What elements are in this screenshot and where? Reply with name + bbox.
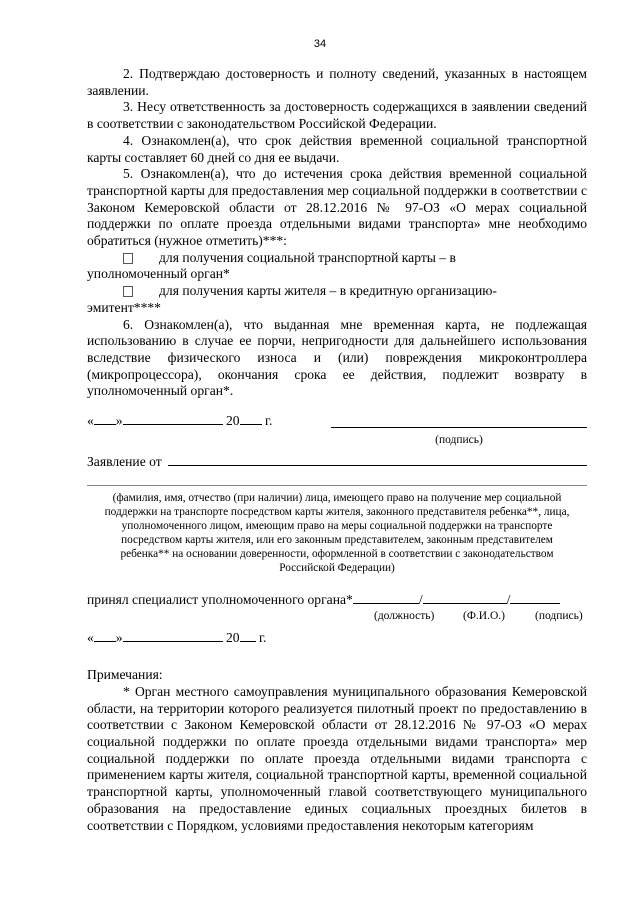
open-quote: « xyxy=(87,413,94,429)
name-blank[interactable] xyxy=(423,591,507,604)
option-social-card-text: для получения социальной транспортной карты – в xyxy=(159,249,456,265)
day-blank[interactable] xyxy=(94,629,116,642)
year-prefix: 20 xyxy=(226,630,240,646)
paragraph-5: 5. Ознакомлен(а), что до истечения срока действия временной социальной транспортной карты для предоставления мер социальной поддержки в соответствии с Законом Кемеровской области от 28.12.2016 № 97-ОЗ «О мерах социальной поддержки по оплате проезда отдельными видами транспорта» мне необходимо обратиться (нужное отметить)***: xyxy=(87,166,587,249)
page-number: 34 xyxy=(313,38,327,50)
application-from-blank[interactable] xyxy=(168,452,587,466)
accepted-row: принял специалист уполномоченного органа* / / xyxy=(87,591,587,609)
close-quote: » xyxy=(115,413,123,429)
open-quote: « xyxy=(87,630,94,646)
year-suffix: г. xyxy=(265,413,273,429)
month-blank[interactable] xyxy=(123,629,223,642)
checkbox-resident-card[interactable] xyxy=(123,286,133,297)
checkbox-social-card[interactable] xyxy=(123,253,133,264)
close-quote: » xyxy=(115,630,123,646)
day-blank[interactable] xyxy=(94,412,116,425)
option-resident-card-cont: эмитент**** xyxy=(87,299,161,315)
caption-position: (должность) xyxy=(374,610,435,623)
date-signature-row xyxy=(87,412,587,447)
signature-line[interactable] xyxy=(331,427,587,428)
document-body xyxy=(87,66,587,834)
accepted-signature-blank[interactable] xyxy=(510,591,560,604)
paragraph-3: 3. Несу ответственность за достоверность содержащихся в заявлении сведений в соответствии с законодательством Российской Федерации. xyxy=(87,99,587,132)
option-social-card[interactable] xyxy=(87,250,587,267)
year-suffix: г. xyxy=(259,630,267,646)
accepted-label: принял специалист уполномоченного органа* xyxy=(87,591,353,607)
caption-signature: (подпись) xyxy=(535,610,583,623)
year-prefix: 20 xyxy=(226,413,240,429)
date-field[interactable] xyxy=(87,412,272,430)
note-1: * Орган местного самоуправления муниципального образования Кемеровской области, на территории которого реализуется пилотный проект по предоставлению в соответствии с Законом Кемеровской области от 28.12.2016 № 97-ОЗ «О мерах социальной поддержки по оплате проезда отдельными видами транспорта» мер социальной поддержки по оплате проезда отдельными видами транспорта с применением карты жителя, социальной транспортной карты, временной социальной транспортной карты, уполномоченный главой соответствующего муниципального образования на предоставление единых социальных проездных билетов в соответствии с Порядком, условиями предоставления некоторым категориям xyxy=(87,683,587,833)
paragraph-2: 2. Подтверждаю достоверность и полноту сведений, указанных в настоящем заявлении. xyxy=(87,66,587,98)
application-from-row xyxy=(87,452,587,471)
accepted-captions xyxy=(87,608,587,621)
paragraph-6: 6. Ознакомлен(а), что выданная мне временная карта, не подлежащая использованию в случае ее порчи, непригодности для дальнейшего использования вследствие физического износа и (или) повреждения микроконтроллера (микропроцессора), окончания срока ее действия, подлежит возврату в уполномоченный орган*. xyxy=(87,316,587,399)
position-blank[interactable] xyxy=(353,591,419,604)
signature-caption: (подпись) xyxy=(435,434,483,447)
application-from-label: Заявление от xyxy=(87,454,162,470)
caption-name: (Ф.И.О.) xyxy=(463,610,505,623)
applicant-name-line[interactable] xyxy=(87,485,587,486)
paragraph-4: 4. Ознакомлен(а), что срок действия временной социальной транспортной карты составляет 60 дней со дня ее выдачи. xyxy=(87,132,587,165)
year-blank[interactable] xyxy=(240,629,256,642)
option-social-card-cont: уполномоченный орган* xyxy=(87,266,230,282)
acceptance-date[interactable] xyxy=(87,629,587,647)
year-blank[interactable] xyxy=(240,412,262,425)
month-blank[interactable] xyxy=(123,412,223,425)
option-resident-card-text: для получения карты жителя – в кредитную организацию- xyxy=(159,283,497,299)
notes-title: Примечания: xyxy=(87,667,163,683)
option-resident-card[interactable] xyxy=(87,283,587,300)
applicant-name-caption: (фамилия, имя, отчество (при наличии) лица, имеющего право на получение мер социальной поддержки на транспорте посредством карты жителя, законного представителя ребенка**, лица, уполномоченного лицом, имеющим право на меры социальной поддержки на транспорте посредством карты жителя, или его законным представителем, законным представителем ребенка** на основании доверенности, оформленной в соответствии с законодательством Российской Федерации) xyxy=(104,491,570,574)
